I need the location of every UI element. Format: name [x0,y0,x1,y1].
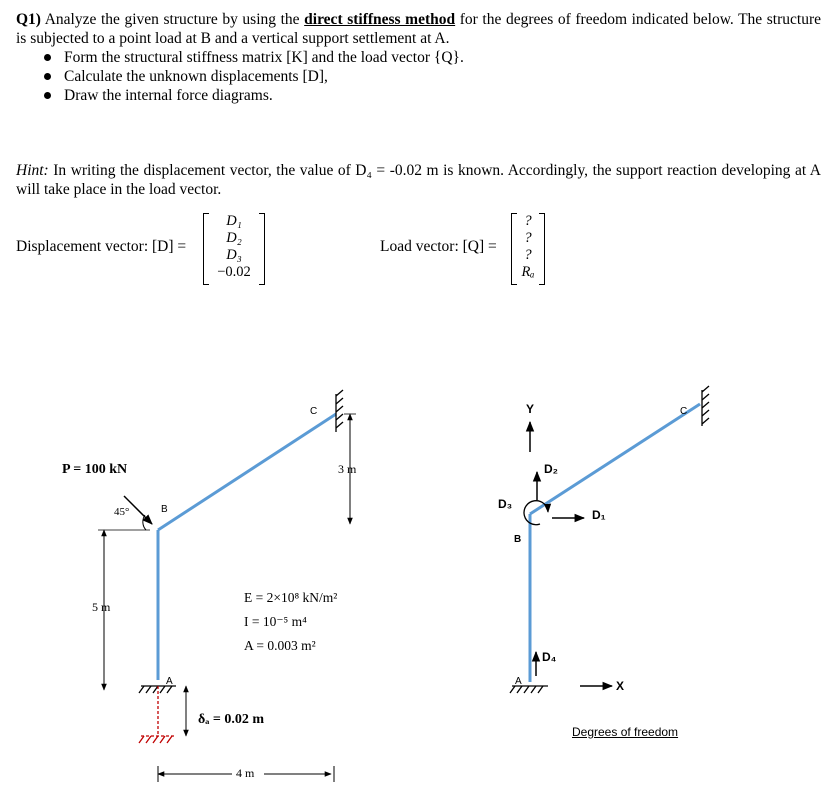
axis-y-label: Y [526,402,535,416]
area-label: A = 0.003 m² [244,638,316,653]
height-right-label: 3 m [338,462,357,476]
dof-fixed-support-c [702,386,709,426]
question-text-2: for the degrees of freedom indicated below. The structure is subjected to a point load at B and a vertical support settlement at A. [16,11,822,47]
inertia-label: I = 10⁻⁵ m⁴ [244,614,307,629]
method-name: direct stiffness method [304,11,456,28]
node-b-label: B [161,504,168,515]
dof-node-a-label: A [515,676,522,687]
d1-label: D₁ [592,508,606,522]
modulus-label: E = 2×10⁸ kN/m² [244,590,338,605]
task-item: Calculate the unknown displacements [D], [40,67,464,86]
d4-label: D₄ [542,650,557,664]
task-item: Draw the internal force diagrams. [40,86,464,105]
load-label: P = 100 kN [62,462,128,477]
vector-entry: ? [524,213,532,229]
vector-entry: Rₐ [521,264,535,280]
axis-x-label: X [616,679,625,693]
dof-caption: Degrees of freedom [572,725,679,739]
node-a-label: A [166,676,173,687]
task-item: Form the structural stiffness matrix [K] and the load vector {Q}. [40,48,464,67]
vector-entry: −0.02 [217,264,251,280]
load-vector-label: Load vector: [Q] = [380,238,497,255]
dof-node-b-label: B [514,534,522,545]
fixed-support-c [336,390,343,432]
settled-support [139,686,176,743]
dof-node-c-label: C [680,406,688,417]
displacement-vector-label: Displacement vector: [D] = [16,238,187,255]
dof-fixed-support-a [510,686,548,693]
hint-label: Hint: [16,162,49,179]
vector-entry: ? [524,230,532,246]
node-c-label: C [310,406,318,417]
question-number: Q1) [16,11,41,28]
height-left-label: 5 m [92,600,111,614]
dof-members [530,404,700,682]
span-label: 4 m [236,766,255,780]
vector-entry: D₃ [226,247,242,263]
d2-label: D₂ [544,462,558,476]
angle-label: 45° [114,506,130,518]
d3-label: D₃ [498,497,513,511]
hint-text: In writing the displacement vector, the value of D₄ = -0.02 m is known. Accordingly, the support reaction developing at A will take place in the load vector. [16,162,821,198]
d3-rotation-arrow [524,501,548,525]
vector-entry: D₁ [226,213,242,229]
question-text-1: Analyze the given structure by using the [40,11,305,28]
settlement-label: δₐ = 0.02 m [198,712,264,727]
vector-entry: ? [524,247,532,263]
vector-entry: D₂ [226,230,242,246]
